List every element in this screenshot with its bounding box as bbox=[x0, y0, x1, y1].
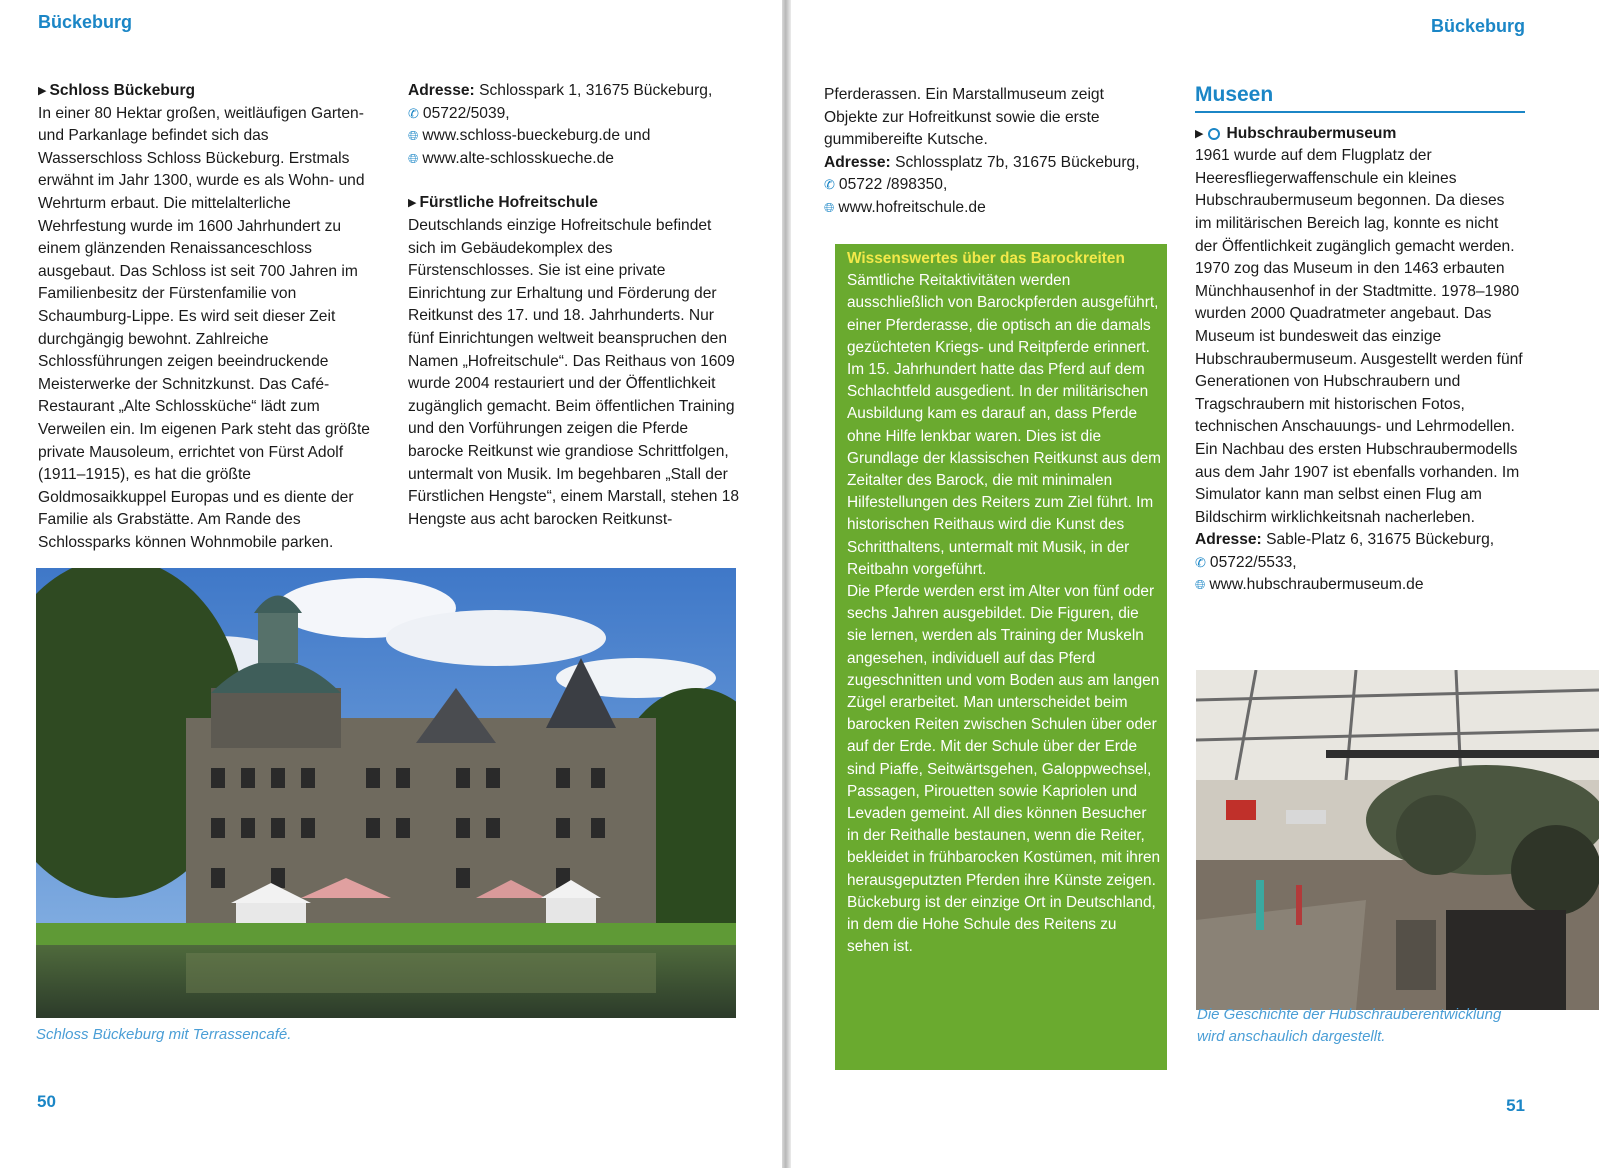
right-page bbox=[791, 0, 1599, 1168]
globe-icon: 🌐︎ bbox=[824, 199, 835, 215]
book-gutter bbox=[782, 0, 791, 1168]
page-number-left: 50 bbox=[37, 1092, 56, 1111]
address-label: Adresse: bbox=[824, 153, 891, 171]
hofreitschule-body-cont: Pferderassen. Ein Marstallmuseum zeigt Objekte zur Hofreitkunst sowie die erste gummibereifte Kutsche. bbox=[824, 86, 1104, 149]
phone-icon: ✆ bbox=[824, 177, 835, 193]
schloss-phone: ✆ 05722/5039, bbox=[408, 104, 510, 122]
museum-photo bbox=[1196, 670, 1599, 1010]
left-column-2 bbox=[408, 80, 740, 531]
infobox-paragraph-1: Sämtliche Reitaktivitäten werden ausschließlich von Barockpferden ausgeführt, einer Pferderasse, die optisch an die damals gezüchteten Kriegs- und Reitpferde erinnert. bbox=[847, 272, 1159, 356]
heading-hofreitschule: ▶ Fürstliche Hofreitschule bbox=[408, 194, 598, 212]
infobox-paragraph-3: Die Pferde werden erst im Alter von fünf oder sechs Jahren ausgebildet. Die Figuren, die sie lernen, werden als Training der Muskeln angesehen, individuell auf das Pferd zugeschnitten und vom Boden aus am langen Zügel erarbeitet. Man unterscheidet beim barocken Reiten zwischen Schulen über oder auf der Erde. Mit der Schule über der Erde sind Piaffe, Seitwärtsgehen, Galoppwechsel, Passagen, Pirouetten sowie Kapriolen und Levaden gemeint. All dies können Besucher in der Reithalle bestaunen, wenn die Reiter, bekleidet in frühbarocken Kostümen, mit ihren herausgeputzten Pferden ihre Künste zeigen. Bückeburg ist der einzige Ort in Deutschland, in dem die Hohe Schule des Reitens zu sehen ist. bbox=[847, 583, 1161, 956]
right-triangle-icon: ▶ bbox=[1195, 127, 1204, 140]
right-triangle-icon: ▶ bbox=[38, 85, 47, 97]
castle-photo-caption: Schloss Bückeburg mit Terrassencafé. bbox=[36, 1026, 292, 1043]
hofreitschule-address: Adresse: Schlossplatz 7b, 31675 Bückeburg, ✆ 05722 /898350, bbox=[824, 153, 1140, 194]
right-triangle-icon: ▶ bbox=[408, 197, 417, 210]
running-head-right: Bückeburg bbox=[1430, 16, 1525, 36]
schloss-address: Adresse: Schlosspark 1, 31675 Bückeburg, bbox=[408, 82, 713, 99]
hubschraubermuseum-body: 1961 wurde auf dem Flugplatz der Heeresfliegerwaffenschule ein kleines Hubschraubermuseum begonnen. Da dieses im militärischen Bereich lag, konnte es nicht der Öffentlichkeit zugänglich gemacht werden. 1970 zog das Museum in den 1463 erbauten Münchhausenhof in der Stadtmitte. 1978–1980 wurden 2000 Quadratmeter angebaut. Das Museum ist bundesweit das einzige Hubschraubermuseum. Ausgestellt werden fünf Generationen von Hubschraubern und Tragschraubern mit historischen Fotos, technischen Anschauungs- und Lehrmodellen. Ein Nachbau des ersten Hubschraubermodells aus dem Jahr 1907 ist ebenfalls vorhanden. Im Simulator kann man selbst einen Flug am Bildschirm wirklichkeitsnah nacherleben. bbox=[1195, 147, 1523, 526]
globe-icon: 🌐︎ bbox=[408, 128, 419, 144]
address-label: Adresse: bbox=[1195, 531, 1262, 549]
address-label: Adresse: bbox=[408, 82, 475, 99]
running-head-left: Bückeburg bbox=[38, 12, 133, 32]
circle-icon bbox=[1208, 128, 1220, 140]
infobox-title: Wissenswertes über das Barockreiten bbox=[847, 250, 1125, 267]
globe-icon: 🌐︎ bbox=[1195, 577, 1206, 593]
heading-hubschraubermuseum: ▶ Hubschraubermuseum bbox=[1195, 124, 1397, 142]
hubschraubermuseum-address: Adresse: Sable-Platz 6, 31675 Bückeburg, bbox=[1195, 531, 1495, 549]
museum-illustration bbox=[1196, 670, 1599, 1010]
right-column-1 bbox=[824, 84, 1160, 220]
schloss-body: In einer 80 Hektar großen, weitläufigen Garten- und Parkanlage befindet sich das Wasserschloss Schloss Bückeburg. Erstmals erwähnt im Jahr 1300, wurde es als Wohn- und Wehrturm erbaut. Die mittelalterliche Wehrfestung wurde im 1600 Jahrhundert zu einem glänzenden Renaissanceschloss ausgebaut. Das Schloss ist seit 700 Jahren im Familienbesitz der Fürstenfamilie von Schaumburg-Lippe. Es wird seit dieser Zeit durchgängig bewohnt. Zahlreiche Schlossführungen zeigen beeindruckende Meisterwerke der Schnitzkunst. Das Café-Restaurant „Alte Schlossküche“ lädt zum Verweilen ein. Im eigenen Park steht das größte private Mausoleum, errichtet von Fürst Adolf (1911–1915), es hat die größte Goldmosaikkuppel Europas und es diente der Familie als Grabstätte. Am Rande des Schlossparks können Wohnmobile parken. bbox=[38, 104, 370, 551]
hubschraubermuseum-web[interactable]: 🌐︎ www.hubschraubermuseum.de bbox=[1195, 576, 1424, 594]
phone-icon: ✆ bbox=[408, 105, 419, 121]
heading-schloss-bueckeburg: ▶ Schloss Bückeburg bbox=[38, 82, 196, 99]
page-number-right: 51 bbox=[1506, 1096, 1525, 1115]
castle-photo bbox=[36, 568, 736, 1018]
infobox-paragraph-2: Im 15. Jahrhundert hatte das Pferd auf dem Schlachtfeld ausgedient. In der militärischen Ausbildung kam es darauf an, dass Pferde ohne Hilfe lenkbar waren. Dies ist die Grundlage der klassischen Reitkunst aus dem Zeitalter des Barock, die mit minimalen Hilfestellungen des Reiters zum Ziel führt. Im historischen Reithaus wird die Kunst des Schritthaltens, untermalt mit Musik, in der Reitbahn vorgeführt. bbox=[847, 361, 1161, 578]
schloss-web-1[interactable]: 🌐︎ www.schloss-bueckeburg.de und bbox=[408, 127, 651, 145]
globe-icon: 🌐︎ bbox=[408, 150, 419, 166]
section-title-museen: Museen bbox=[1195, 84, 1525, 113]
hubschraubermuseum-phone: ✆ 05722/5533, bbox=[1195, 553, 1297, 571]
museum-photo-caption: Die Geschichte der Hubschrauberentwicklung wird anschaulich dargestellt. bbox=[1197, 1006, 1502, 1045]
hofreitschule-web[interactable]: 🌐︎ www.hofreitschule.de bbox=[824, 198, 986, 216]
castle-illustration bbox=[36, 568, 736, 1018]
hofreitschule-body: Deutschlands einzige Hofreitschule befindet sich im Gebäudekomplex des Fürstenschlosses. Sie ist eine private Einrichtung zur Erhaltung und Förderung der Reitkunst des 17. und 18. Jahrhunderts. Nur fünf Einrichtungen weltweit beanspruchen den Namen „Hofreitschule“. Das Reithaus von 1609 wurde 2004 restauriert und der Öffentlichkeit zugänglich gemacht. Beim öffentlichen Training und den Vorführungen zeigen die Pferde barocke Reitkunst wie grandiose Schrittfolgen, untermalt von Musik. Im begehbaren „Stall der Fürstlichen Hengste“, einem Marstall, stehen 18 Hengste aus acht barocken Reitkunst- bbox=[408, 216, 740, 528]
left-column-1 bbox=[38, 80, 372, 554]
left-page bbox=[0, 0, 782, 1168]
phone-icon: ✆ bbox=[1195, 554, 1206, 570]
schloss-web-2[interactable]: 🌐︎ www.alte-schlosskueche.de bbox=[408, 149, 614, 167]
barockreiten-infobox bbox=[835, 244, 1167, 1070]
right-column-2 bbox=[1195, 84, 1525, 597]
